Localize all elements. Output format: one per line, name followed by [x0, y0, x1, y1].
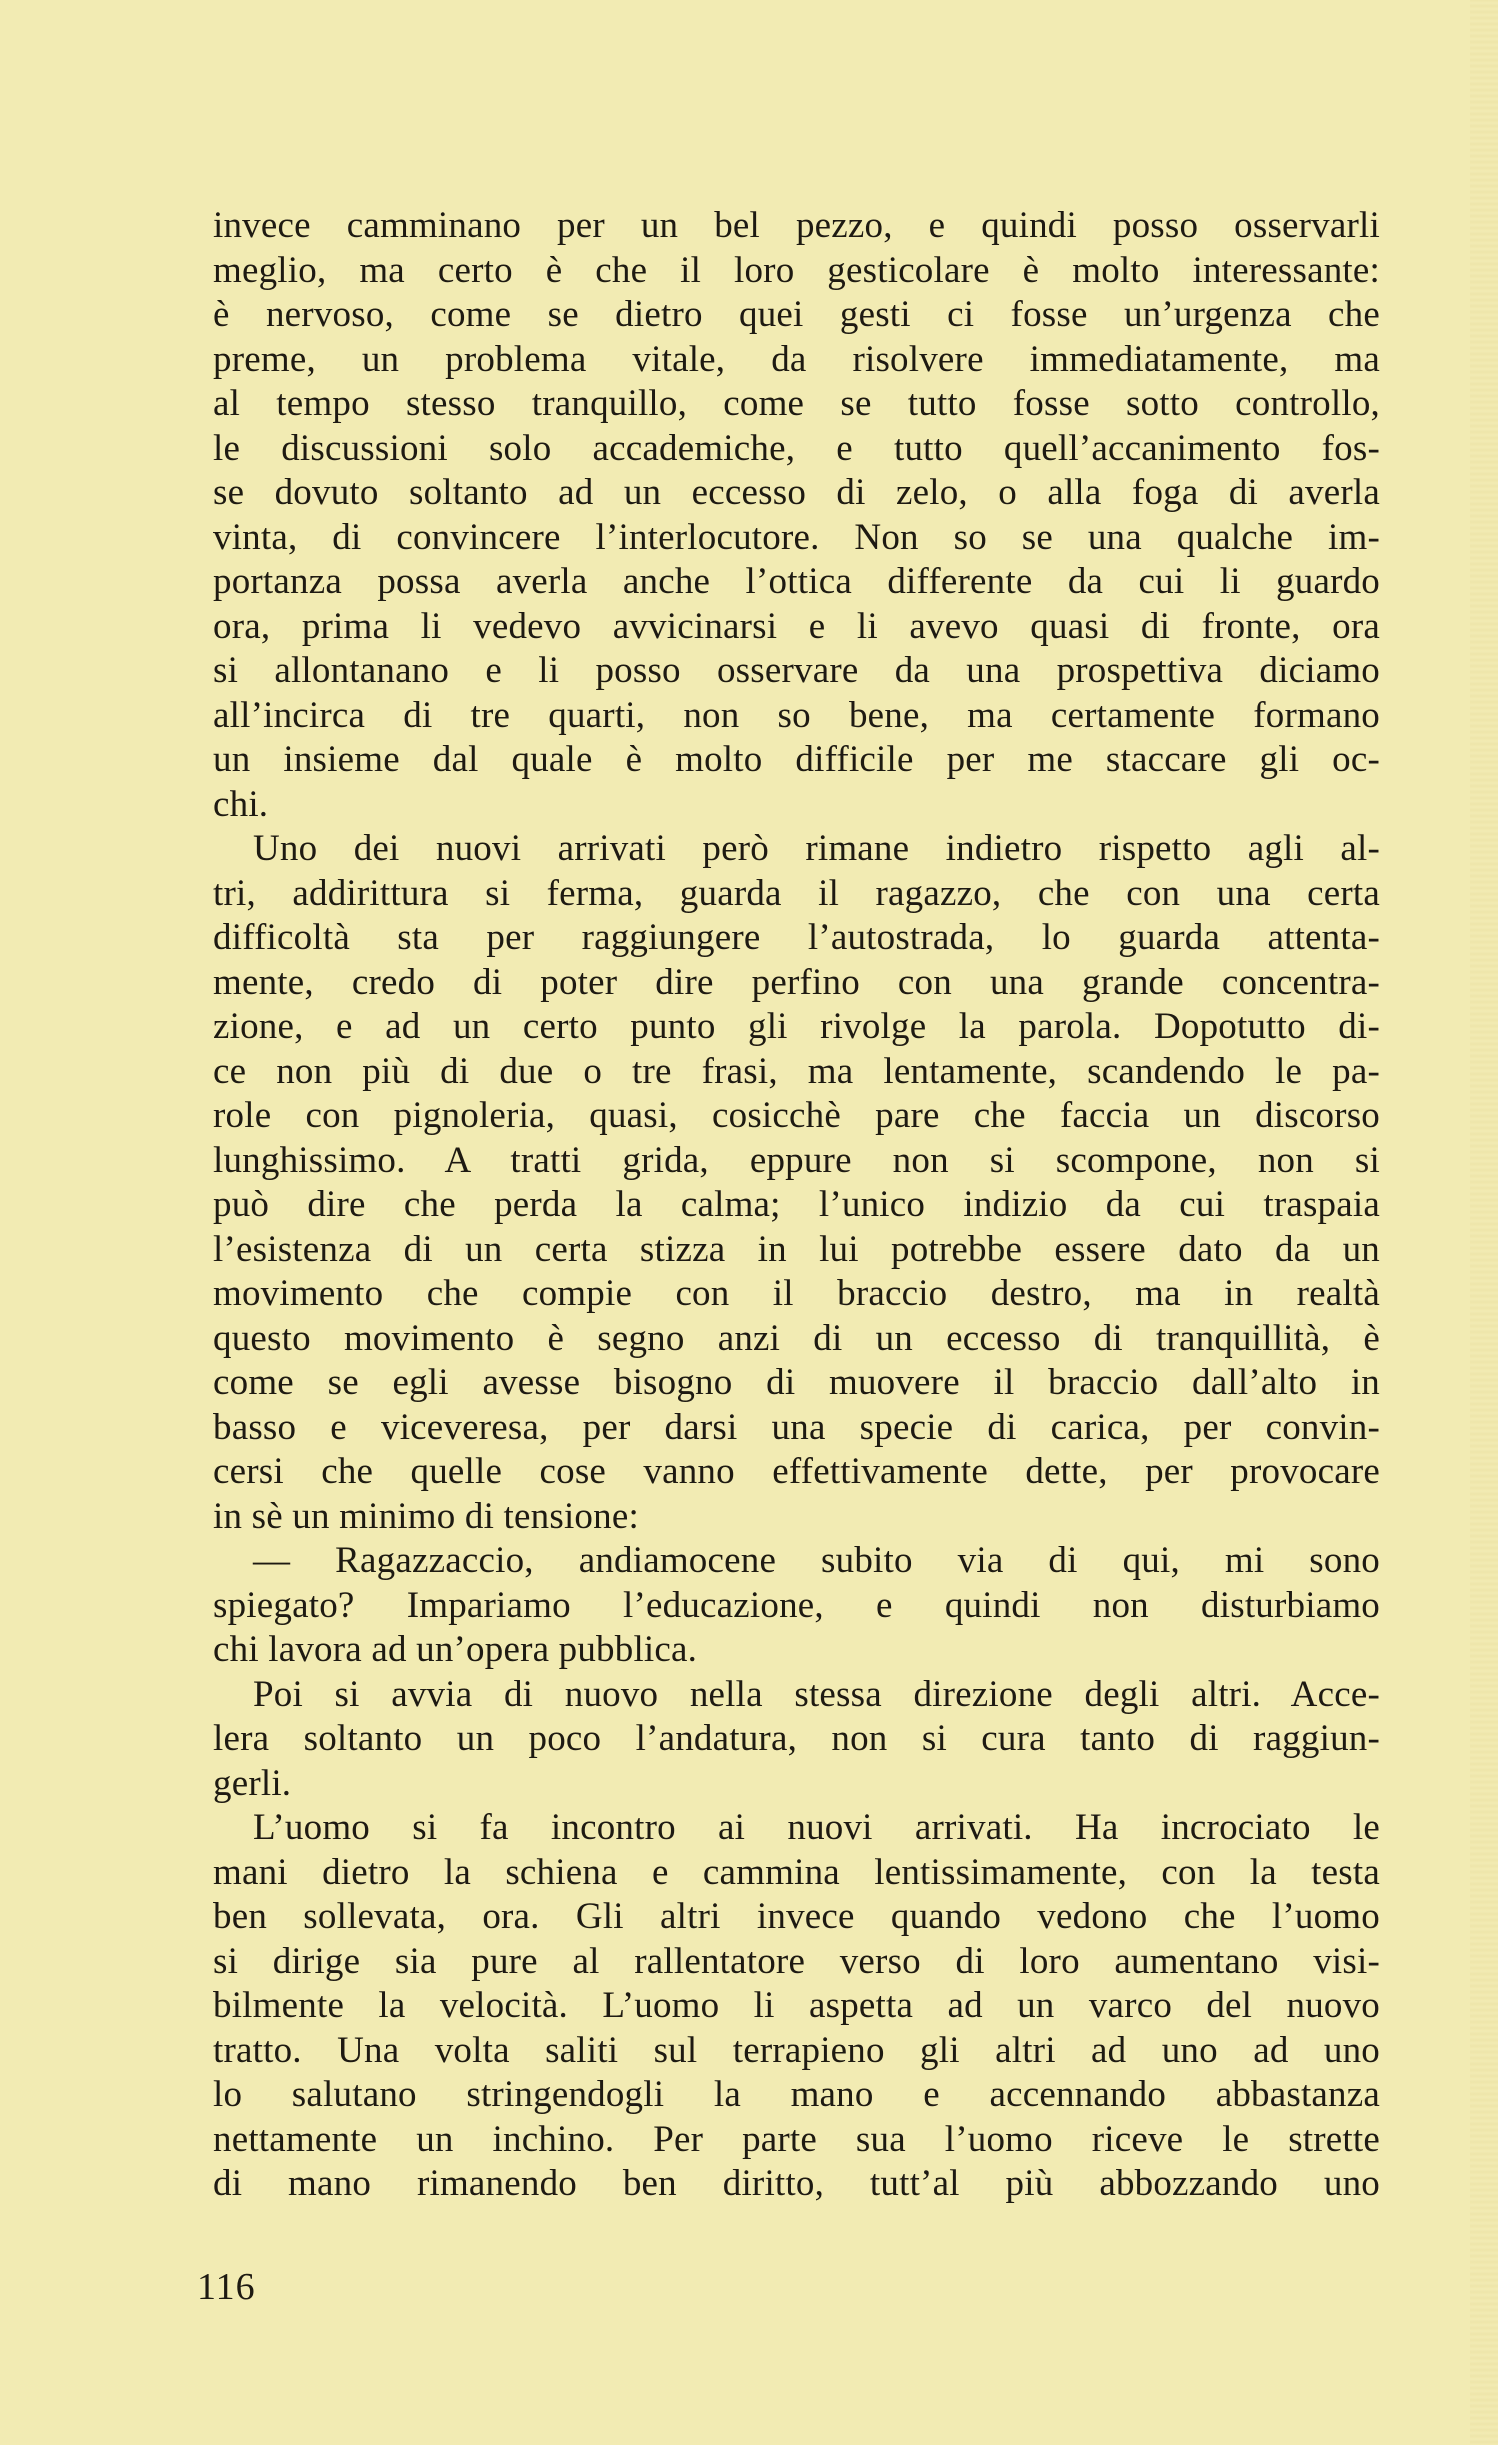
text-line: è nervoso, come se dietro quei gesti ci fosse un’urgenza che: [213, 294, 1380, 335]
text-line: le discussioni solo accademiche, e tutto quell’accanimento fos-: [213, 427, 1380, 469]
page-number: 116: [197, 2266, 256, 2308]
text-line: come se egli avesse bisogno di muovere il braccio dall’alto in: [213, 1362, 1380, 1403]
paragraph-start-line: Uno dei nuovi arrivati però rimane indietro rispetto agli al-: [253, 828, 1380, 869]
text-line: ora, prima li vedevo avvicinarsi e li avevo quasi di fronte, ora: [213, 605, 1380, 647]
body-text: [213, 204, 1380, 2207]
text-line: lo salutano stringendogli la mano e accennando abbastanza: [213, 2074, 1380, 2115]
text-line: role con pignoleria, quasi, cosicchè pare che faccia un discorso: [213, 1095, 1380, 1136]
text-line: l’esistenza di un certa stizza in lui potrebbe essere dato da un: [213, 1228, 1380, 1270]
text-line: movimento che compie con il braccio destro, ma in realtà: [213, 1273, 1380, 1314]
text-line: preme, un problema vitale, da risolvere immediatamente, ma: [213, 338, 1380, 380]
paragraph-start-line: Poi si avvia di nuovo nella stessa direzione degli altri. Acce-: [253, 1673, 1380, 1715]
text-line: chi.: [213, 783, 269, 825]
text-line: questo movimento è segno anzi di un eccesso di tranquillità, è: [213, 1317, 1380, 1359]
text-line: se dovuto soltanto ad un eccesso di zelo, o alla foga di averla: [213, 472, 1380, 513]
text-line: zione, e ad un certo punto gli rivolge la parola. Dopotutto di-: [213, 1006, 1380, 1047]
text-line: si allontanano e li posso osservare da una prospettiva diciamo: [213, 650, 1380, 691]
text-line: basso e viceveresa, per darsi una specie di carica, per convin-: [213, 1406, 1380, 1448]
page-edge-texture: [1470, 0, 1498, 2445]
text-line: spiegato? Impariamo l’educazione, e quindi non disturbiamo: [213, 1584, 1380, 1626]
text-line: tri, addirittura si ferma, guarda il ragazzo, che con una certa: [213, 872, 1380, 914]
text-line: bilmente la velocità. L’uomo li aspetta ad un varco del nuovo: [213, 1985, 1380, 2026]
text-line: in sè un minimo di tensione:: [213, 1495, 639, 1537]
paragraph-start-line: L’uomo si fa incontro ai nuovi arrivati. Ha incrociato le: [253, 1807, 1380, 1848]
dialogue-line: — Ragazzaccio, andiamocene subito via di qui, mi sono: [253, 1540, 1380, 1581]
text-line: di mano rimanendo ben diritto, tutt’al più abbozzando uno: [213, 2163, 1380, 2204]
text-line: tratto. Una volta saliti sul terrapieno gli altri ad uno ad uno: [213, 2029, 1380, 2071]
text-line: può dire che perda la calma; l’unico indizio da cui traspaia: [213, 1184, 1380, 1225]
text-line: un insieme dal quale è molto difficile per me staccare gli oc-: [213, 739, 1380, 780]
text-line: mente, credo di poter dire perfino con una grande concentra-: [213, 961, 1380, 1003]
text-line: gerli.: [213, 1762, 292, 1804]
text-line: all’incirca di tre quarti, non so bene, ma certamente formano: [213, 694, 1380, 736]
text-line: difficoltà sta per raggiungere l’autostrada, lo guarda attenta-: [213, 917, 1380, 958]
text-line: ce non più di due o tre frasi, ma lentamente, scandendo le pa-: [213, 1050, 1380, 1092]
text-line: al tempo stesso tranquillo, come se tutto fosse sotto controllo,: [213, 383, 1380, 424]
text-line: cersi che quelle cose vanno effettivamente dette, per provocare: [213, 1451, 1380, 1492]
text-line: meglio, ma certo è che il loro gesticolare è molto interessante:: [213, 249, 1380, 291]
text-line: ben sollevata, ora. Gli altri invece quando vedono che l’uomo: [213, 1896, 1380, 1937]
text-line: chi lavora ad un’opera pubblica.: [213, 1629, 698, 1670]
text-line: vinta, di convincere l’interlocutore. Non so se una qualche im-: [213, 516, 1380, 558]
text-line: invece camminano per un bel pezzo, e quindi posso osservarli: [213, 205, 1380, 246]
text-line: mani dietro la schiena e cammina lentissimamente, con la testa: [213, 1851, 1380, 1893]
text-line: nettamente un inchino. Per parte sua l’uomo riceve le strette: [213, 2118, 1380, 2160]
text-line: si dirige sia pure al rallentatore verso di loro aumentano visi-: [213, 1940, 1380, 1982]
text-line: lera soltanto un poco l’andatura, non si cura tanto di raggiun-: [213, 1718, 1380, 1759]
text-line: portanza possa averla anche l’ottica differente da cui li guardo: [213, 561, 1380, 602]
text-line: lunghissimo. A tratti grida, eppure non si scompone, non si: [213, 1139, 1380, 1181]
